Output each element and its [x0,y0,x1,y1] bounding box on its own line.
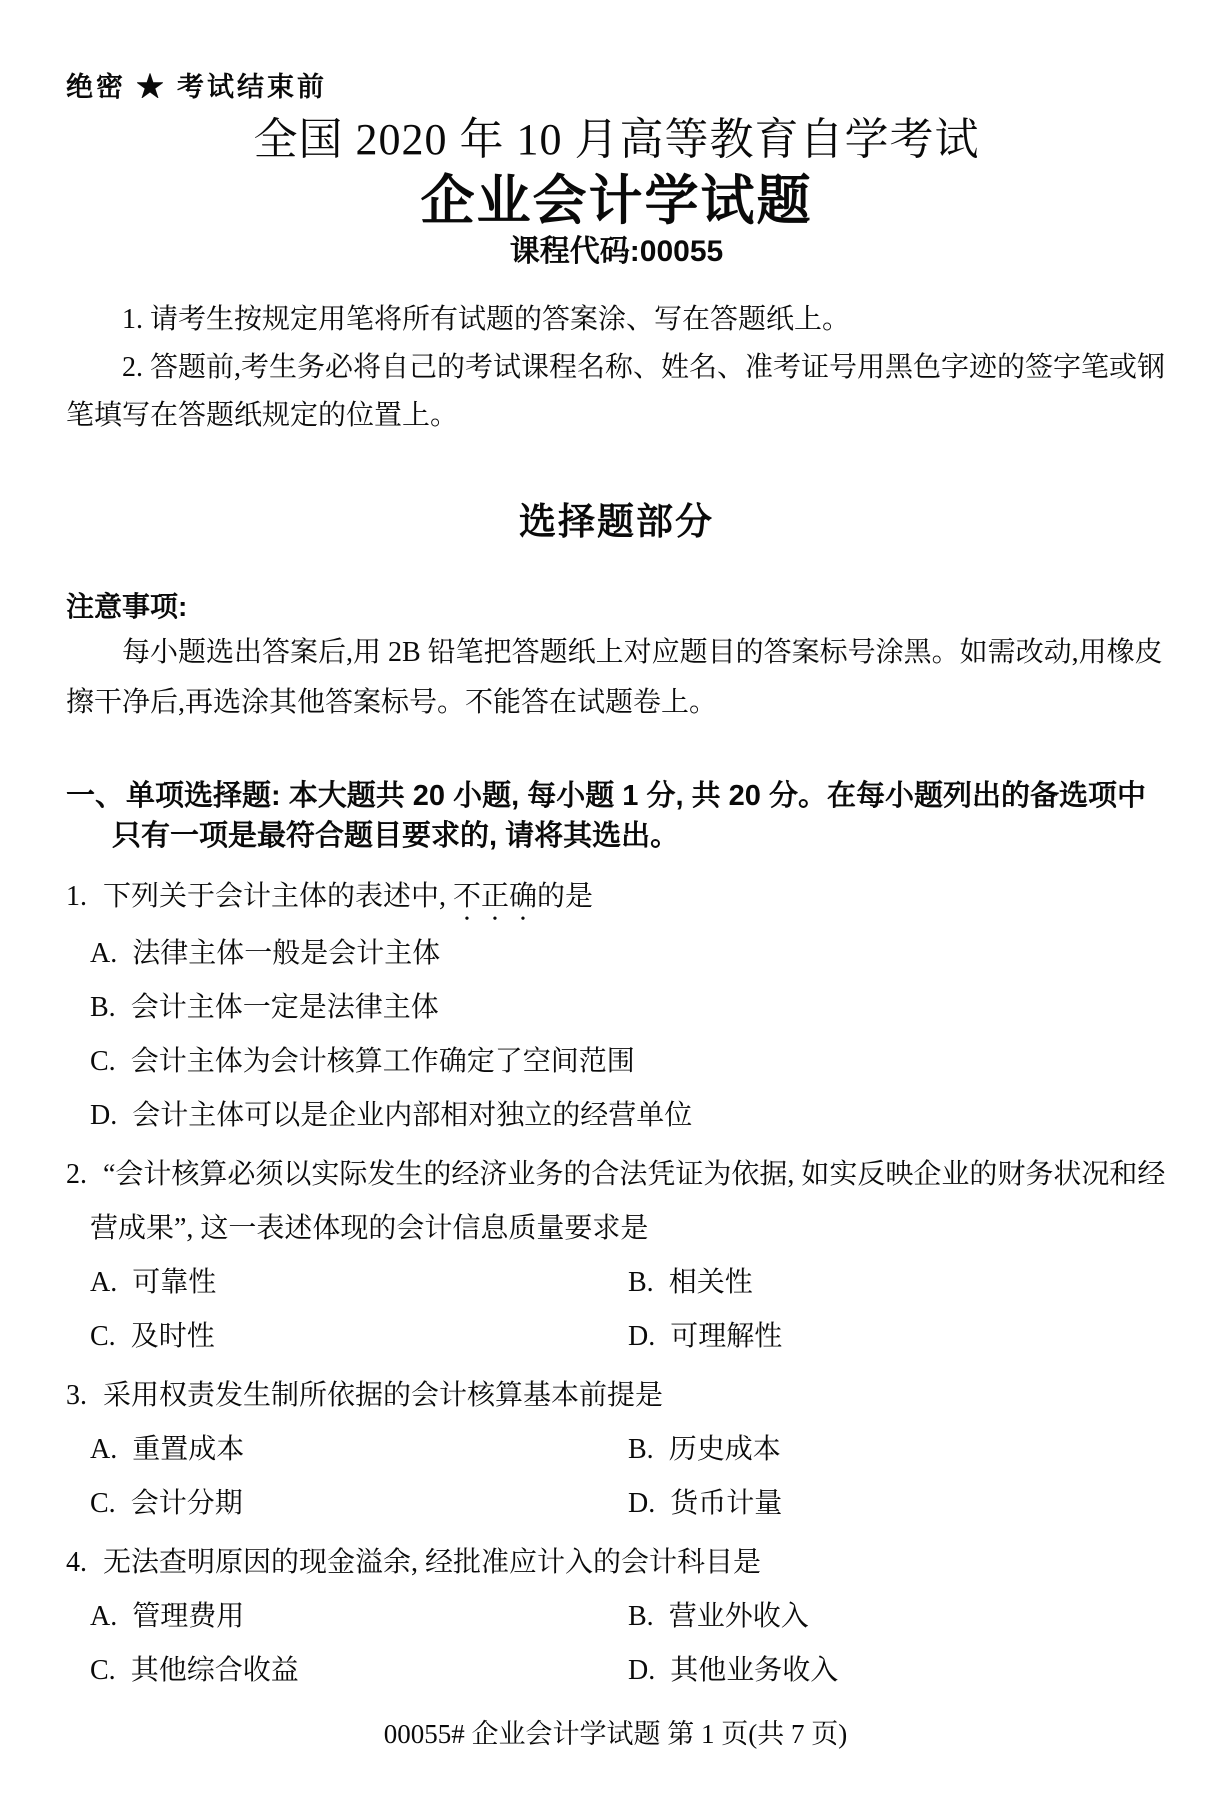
question-2-options [66,1256,1167,1364]
option-letter: C. [90,1655,116,1686]
option-text: 历史成本 [668,1434,781,1465]
question-4-options [66,1590,1167,1698]
question-1-option-a [90,927,1167,981]
option-letter: C. [90,1046,116,1077]
question-1-option-c [90,1035,1167,1089]
question-2 [66,1148,1167,1364]
question-4-stem-text: 无法查明原因的现金溢余, 经批准应计入的会计科目是 [103,1547,762,1578]
question-4-option-a [90,1590,628,1644]
option-text: 管理费用 [132,1601,245,1632]
option-letter: B. [628,1434,654,1465]
question-4-option-c [90,1644,628,1698]
option-text: 会计主体可以是企业内部相对独立的经营单位 [132,1100,693,1131]
option-text: 货币计量 [670,1488,783,1519]
question-2-option-b [628,1256,1167,1310]
question-1-stem-emphasis: 不正确 [453,881,538,912]
general-instructions [66,296,1167,440]
question-3-option-c [90,1477,628,1531]
question-1 [66,870,1167,1143]
question-1-stem-post: 的是 [537,881,594,912]
question-2-number: 2. [66,1159,87,1190]
option-text: 会计主体为会计核算工作确定了空间范围 [130,1046,635,1077]
option-text: 相关性 [668,1267,753,1298]
question-1-stem-pre: 下列关于会计主体的表述中, [103,881,454,912]
question-4-stem [66,1536,1167,1590]
option-text: 营业外收入 [668,1601,809,1632]
option-letter: B. [628,1267,654,1298]
option-text: 可靠性 [132,1267,217,1298]
option-letter: A. [90,1267,118,1298]
question-list [66,870,1167,1698]
instruction-item-1: 1. 请考生按规定用笔将所有试题的答案涂、写在答题纸上。 [122,304,851,335]
option-letter: A. [90,1601,118,1632]
option-text: 其他综合收益 [130,1655,299,1686]
question-2-option-a [90,1256,628,1310]
question-2-option-c [90,1310,628,1364]
question-4-option-d [628,1644,1167,1698]
question-2-option-d [628,1310,1167,1364]
security-classification-label: 绝密 ★ 考试结束前 [66,72,328,102]
question-2-stem [66,1148,1167,1256]
question-3 [66,1369,1167,1531]
question-4 [66,1536,1167,1698]
option-text: 及时性 [130,1321,215,1352]
question-3-stem-text: 采用权责发生制所依据的会计核算基本前提是 [103,1380,664,1411]
section-title-multiple-choice-part: 选择题部分 [519,501,714,542]
course-code: 课程代码:00055 [509,235,724,268]
question-1-option-d [90,1089,1167,1143]
option-letter: D. [628,1655,656,1686]
option-text: 法律主体一般是会计主体 [132,938,441,969]
question-4-number: 4. [66,1547,87,1578]
question-3-option-a [90,1423,628,1477]
option-letter: A. [90,938,118,969]
exam-title: 全国 2020 年 10 月高等教育自学考试 [253,115,980,164]
option-text: 其他业务收入 [670,1655,839,1686]
question-1-options [66,927,1167,1143]
option-text: 重置成本 [132,1434,245,1465]
question-1-number: 1. [66,881,87,912]
option-letter: D. [90,1100,118,1131]
question-3-option-b [628,1423,1167,1477]
question-1-stem [66,870,1167,927]
option-text: 可理解性 [670,1321,783,1352]
paper-title: 企业会计学试题 [420,171,813,231]
question-3-options [66,1423,1167,1531]
option-letter: C. [90,1321,116,1352]
question-3-stem [66,1369,1167,1423]
option-text: 会计主体一定是法律主体 [130,992,439,1023]
part-one-heading [66,776,1167,856]
instruction-item-2: 2. 答题前,考生务必将自己的考试课程名称、姓名、准考证号用黑色字迹的签字笔或钢笔填写在答题纸规定的位置上。 [66,352,1166,431]
option-letter: B. [628,1601,654,1632]
question-2-stem-text: “会计核算必须以实际发生的经济业务的合法凭证为依据, 如实反映企业的财务状况和经营成果”, 这一表述体现的会计信息质量要求是 [90,1159,1166,1244]
question-4-option-b [628,1590,1167,1644]
notice-title: 注意事项: [66,591,188,622]
option-letter: D. [628,1321,656,1352]
option-letter: C. [90,1488,116,1519]
question-1-option-b [90,981,1167,1035]
notice-body: 每小题选出答案后,用 2B 铅笔把答题纸上对应题目的答案标号涂黑。如需改动,用橡皮擦干净后,再选涂其他答案标号。不能答在试题卷上。 [66,637,1163,718]
page-footer: 00055# 企业会计学试题 第 1 页(共 7 页) [383,1719,848,1749]
option-letter: B. [90,992,116,1023]
option-text: 会计分期 [130,1488,243,1519]
question-3-number: 3. [66,1380,87,1411]
part-one-label: 一、 [66,780,125,812]
option-letter: D. [628,1488,656,1519]
part-one-heading-text: 单项选择题: 本大题共 20 小题, 每小题 1 分, 共 20 分。在每小题列出的备选项中只有一项是最符合题目要求的, 请将其选出。 [112,780,1146,852]
question-3-option-d [628,1477,1167,1531]
option-letter: A. [90,1434,118,1465]
